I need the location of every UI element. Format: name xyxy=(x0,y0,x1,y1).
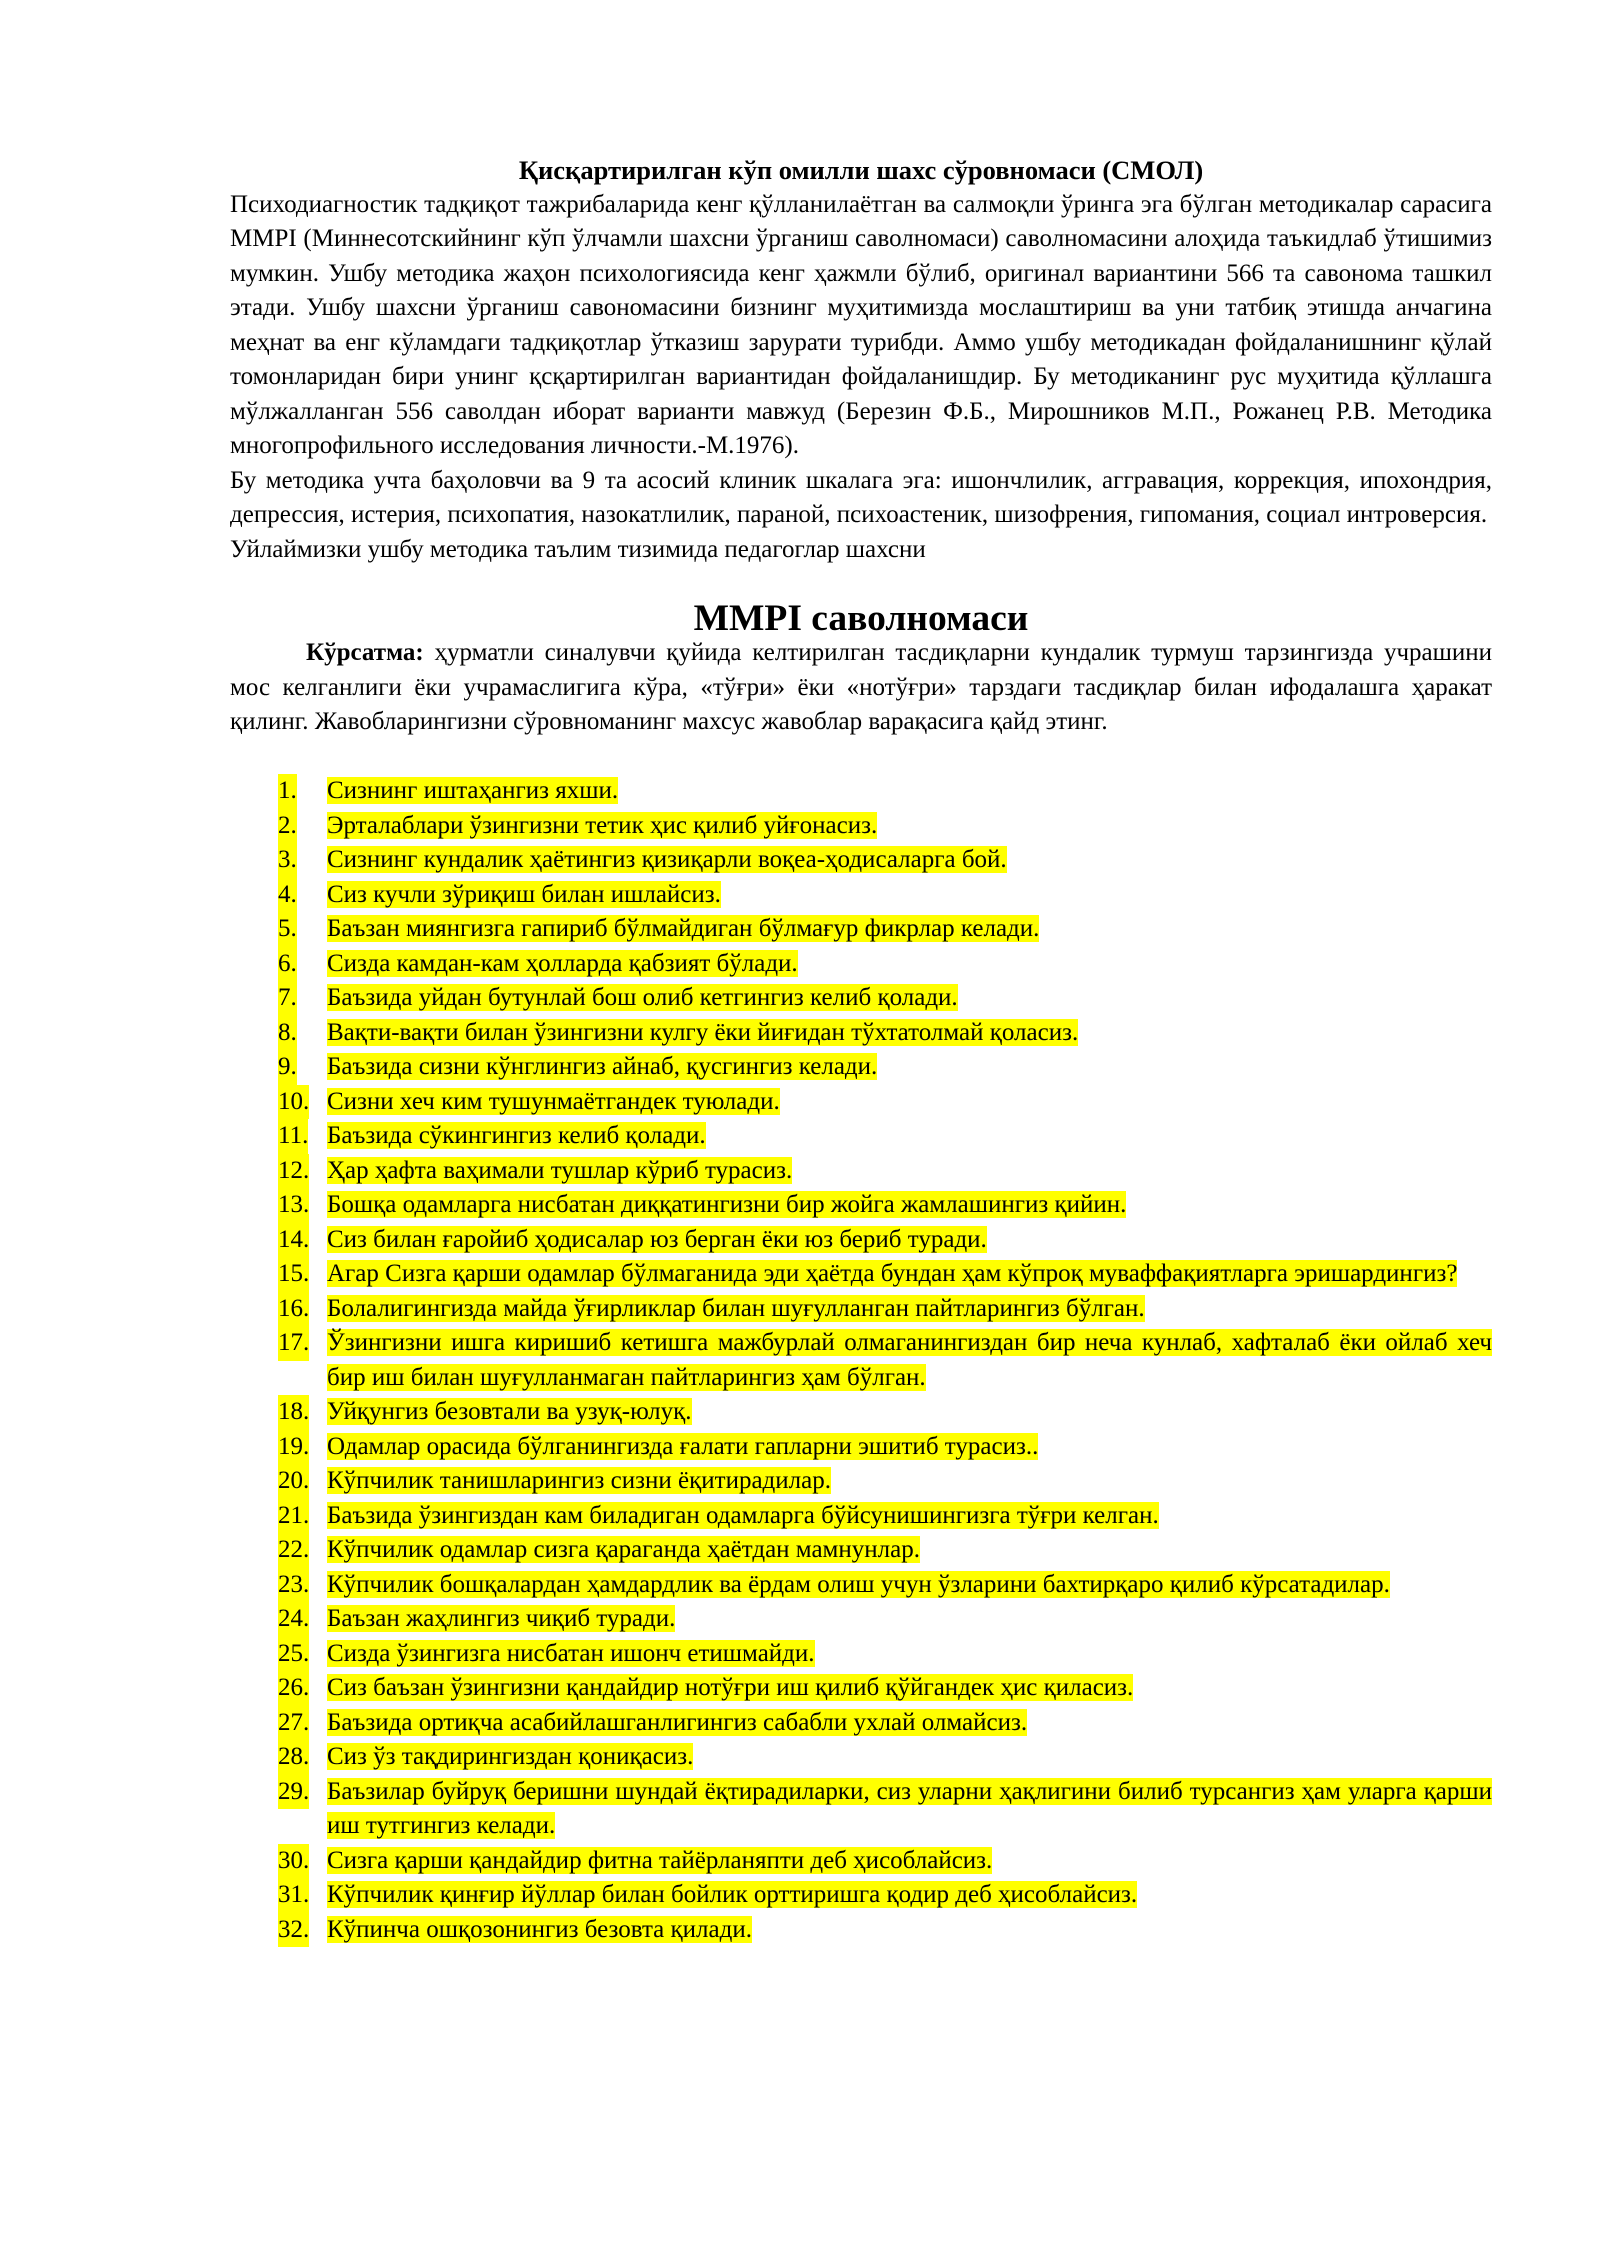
question-number: 23. xyxy=(278,1568,309,1603)
list-item xyxy=(230,1878,1492,1913)
question-number: 18. xyxy=(278,1395,309,1430)
question-number: 2. xyxy=(278,809,297,844)
question-list xyxy=(230,774,1492,1947)
question-text: Кўпчилик қинғир йўллар билан бойлик орттиришга қодир деб ҳисоблайсиз. xyxy=(327,1881,1138,1908)
question-number: 28. xyxy=(278,1740,309,1775)
instruction-text: ҳурматли синалувчи қуйида келтирилган тасдиқларни кундалик турмуш тарзингизда учрашини мос келганлиги ёки учрамаслигига кўра, «тўғри» ёки «нотўғри» тарздаги тасдиқлар билан ифодалашга ҳаракат қилинг. Жавобларингизни сўровноманинг махсус жавоблар варақасига қайд этинг. xyxy=(230,639,1492,735)
list-item xyxy=(230,1533,1492,1568)
list-item xyxy=(230,1292,1492,1327)
question-number: 16. xyxy=(278,1292,309,1327)
list-item xyxy=(230,1050,1492,1085)
question-text: Кўпчилик одамлар сизга қараганда ҳаётдан мамнунлар. xyxy=(327,1536,920,1563)
list-item xyxy=(230,1740,1492,1775)
question-number: 27. xyxy=(278,1706,309,1741)
document-title: Қисқартирилган кўп омилли шахс сўровномаси (СМОЛ) xyxy=(518,155,1204,185)
question-text: Ўзингизни ишга киришиб кетишга мажбурлай олмаганингиздан бир неча кунлаб, хафталаб ёки ойлаб хеч бир иш билан шуғулланмаган пайтларингиз ҳам бўлган. xyxy=(327,1329,1492,1391)
question-text: Сизнинг кундалик ҳаётингиз қизиқарли воқеа-ҳодисаларга бой. xyxy=(327,846,1007,873)
instruction-label: Кўрсатма: xyxy=(306,639,424,666)
question-text: Бошқа одамларга нисбатан диққатингизни бир жойга жамлашингиз қийин. xyxy=(327,1191,1127,1218)
question-text: Баъзан жаҳлингиз чиқиб туради. xyxy=(327,1605,676,1632)
question-number: 22. xyxy=(278,1533,309,1568)
list-item xyxy=(230,809,1492,844)
question-number: 21. xyxy=(278,1499,309,1534)
question-number: 13. xyxy=(278,1188,309,1223)
list-item xyxy=(230,843,1492,878)
question-number: 7. xyxy=(278,981,297,1016)
question-text: Баъзан миянгизга гапириб бўлмайдиган бўлмағур фикрлар келади. xyxy=(327,915,1040,942)
question-number: 25. xyxy=(278,1637,309,1672)
question-number: 32. xyxy=(278,1913,309,1948)
question-text: Кўпчилик бошқалардан ҳамдардлик ва ёрдам олиш учун ўзларини бахтирқаро қилиб кўрсатадилар. xyxy=(327,1570,1390,1598)
question-number: 10. xyxy=(278,1085,309,1120)
list-item xyxy=(230,1430,1492,1465)
question-text: Сизда ўзингизга нисбатан ишонч етишмайди. xyxy=(327,1639,815,1667)
question-text: Уйқунгиз безовтали ва узуқ-юлуқ. xyxy=(327,1398,692,1425)
question-number: 5. xyxy=(278,912,297,947)
list-item xyxy=(230,1326,1492,1395)
list-item xyxy=(230,1188,1492,1223)
question-text: Одамлар орасида бўлганингизда ғалати гапларни эшитиб турасиз.. xyxy=(327,1432,1039,1460)
question-text: Баъзида уйдан бутунлай бош олиб кетгингиз келиб қолади. xyxy=(327,984,958,1011)
list-item xyxy=(230,981,1492,1016)
question-text: Сиз билан ғаройиб ҳодисалар юз берган ёки юз бериб туради. xyxy=(327,1225,987,1253)
list-item xyxy=(230,912,1492,947)
questionnaire-subtitle: MMPI саволномаси xyxy=(693,597,1029,639)
list-item xyxy=(230,1706,1492,1741)
question-number: 30. xyxy=(278,1844,309,1879)
list-item xyxy=(230,1085,1492,1120)
question-number: 4. xyxy=(278,878,297,913)
question-number: 17. xyxy=(278,1326,309,1361)
question-text: Баъзида ортиқча асабийлашганлигингиз сабабли ухлай олмайсиз. xyxy=(327,1708,1028,1736)
question-text: Болалигингизда майда ўғирликлар билан шуғулланган пайтларингиз бўлган. xyxy=(327,1294,1145,1322)
question-text: Баъзилар буйруқ беришни шундай ёқтирадиларки, сиз уларни ҳақлигини билиб турсангиз ҳам уларга қарши иш тутгингиз келади. xyxy=(327,1777,1492,1839)
list-item xyxy=(230,1016,1492,1051)
list-item xyxy=(230,1775,1492,1844)
intro-paragraph-1: Психодиагностик тадқиқот тажрибаларида кенг қўлланилаётган ва салмоқли ўринга эга бўлган методикалар сарасига MMPI (Миннесотскийнинг кўп ўлчамли шахсни ўрганиш саволномаси) саволномасини алоҳида таъкидлаб ўтишимиз мумкин. Ушбу методика жаҳон психологиясида кенг ҳажмли бўлиб, оригинал вариантини 566 та савонома ташкил этади. Ушбу шахсни ўрганиш савономасини бизнинг муҳитимизда мослаштириш ва уни татбиқ этишда анчагина меҳнат ва енг кўламдаги тадқиқотлар ўтказиш зарурати турибди. Аммо ушбу методикадан фойдаланишнинг қўлай томонларидан бири унинг қсқартирилган вариантидан фойдаланишдир. Бу методиканинг рус муҳитида қўллашга мўлжалланган 556 саволдан иборат варианти мавжуд (Березин Ф.Б., Мирошников М.П., Рожанец Р.В. Методика многопрофильного исследования личности.-М.1976). xyxy=(230,190,1492,459)
list-item xyxy=(230,774,1492,809)
list-item xyxy=(230,1637,1492,1672)
intro-paragraph-3: Уйлаймизки ушбу методика таълим тизимида педагоглар шахсни xyxy=(230,535,926,563)
question-text: Сизни хеч ким тушунмаётгандек туюлади. xyxy=(327,1087,780,1115)
list-item xyxy=(230,878,1492,913)
list-item xyxy=(230,1568,1492,1603)
list-item xyxy=(230,1499,1492,1534)
question-text: Баъзида ўзингиздан кам биладиган одамларга бўйсунишингизга тўғри келган. xyxy=(327,1501,1159,1529)
question-number: 1. xyxy=(278,774,297,809)
list-item xyxy=(230,1154,1492,1189)
question-text: Сиз кучли зўриқиш билан ишлайсиз. xyxy=(327,880,721,908)
question-text: Ҳар ҳафта ваҳимали тушлар кўриб турасиз. xyxy=(327,1156,793,1184)
question-text: Сизнинг иштаҳангиз яхши. xyxy=(327,777,619,804)
list-item xyxy=(230,1844,1492,1879)
list-item xyxy=(230,1602,1492,1637)
question-number: 24. xyxy=(278,1602,309,1637)
question-number: 15. xyxy=(278,1257,309,1292)
question-number: 11. xyxy=(278,1119,308,1154)
list-item xyxy=(230,1119,1492,1154)
question-number: 9. xyxy=(278,1050,297,1085)
question-number: 20. xyxy=(278,1464,309,1499)
document-body xyxy=(230,153,1492,1947)
list-item xyxy=(230,1223,1492,1258)
question-text: Сиз ўз тақдирингиздан қониқасиз. xyxy=(327,1743,694,1770)
question-text: Сиз баъзан ўзингизни қандайдир нотўғри иш қилиб қўйгандек ҳис қиласиз. xyxy=(327,1674,1134,1701)
question-text: Кўпинча ошқозонингиз безовта қилади. xyxy=(327,1915,752,1943)
list-item xyxy=(230,1671,1492,1706)
question-text: Агар Сизга қарши одамлар бўлмаганида эди ҳаётда бундан ҳам кўпроқ муваффақиятларга эришардингиз? xyxy=(327,1260,1458,1287)
question-number: 29. xyxy=(278,1775,309,1810)
question-number: 8. xyxy=(278,1016,297,1051)
spacer xyxy=(230,567,1492,602)
list-item xyxy=(230,947,1492,982)
instruction-paragraph xyxy=(230,636,1492,740)
question-text: Баъзида сизни кўнглингиз айнаб, қусгингиз келади. xyxy=(327,1053,878,1080)
question-text: Кўпчилик танишларингиз сизни ёқитирадилар. xyxy=(327,1467,831,1494)
question-text: Вақти-вақти билан ўзингизни кулгу ёки йиғидан тўхтатолмай қоласиз. xyxy=(327,1018,1079,1046)
question-text: Сизда камдан-кам ҳолларда қабзият бўлади. xyxy=(327,949,798,977)
question-number: 14. xyxy=(278,1223,309,1258)
question-number: 26. xyxy=(278,1671,309,1706)
list-item xyxy=(230,1257,1492,1292)
list-item xyxy=(230,1464,1492,1499)
question-text: Сизга қарши қандайдир фитна тайёрланяпти деб ҳисоблайсиз. xyxy=(327,1846,993,1874)
question-number: 6. xyxy=(278,947,297,982)
question-text: Эрталаблари ўзингизни тетик ҳис қилиб уйғонасиз. xyxy=(327,811,878,839)
question-number: 3. xyxy=(278,843,297,878)
question-number: 12. xyxy=(278,1154,309,1189)
question-number: 19. xyxy=(278,1430,309,1465)
intro-paragraph-2: Бу методика учта баҳоловчи ва 9 та асосий клиник шкалага эга: ишончлилик, аггравация, коррекция, ипохондрия, депрессия, истерия, психопатия, назокатлилик, параной, психоастеник, шизофрения, гипомания, социал интроверсия. xyxy=(230,466,1492,528)
question-number: 31. xyxy=(278,1878,309,1913)
question-text: Баъзида сўкингингиз келиб қолади. xyxy=(327,1122,706,1149)
list-item xyxy=(230,1913,1492,1948)
list-item xyxy=(230,1395,1492,1430)
